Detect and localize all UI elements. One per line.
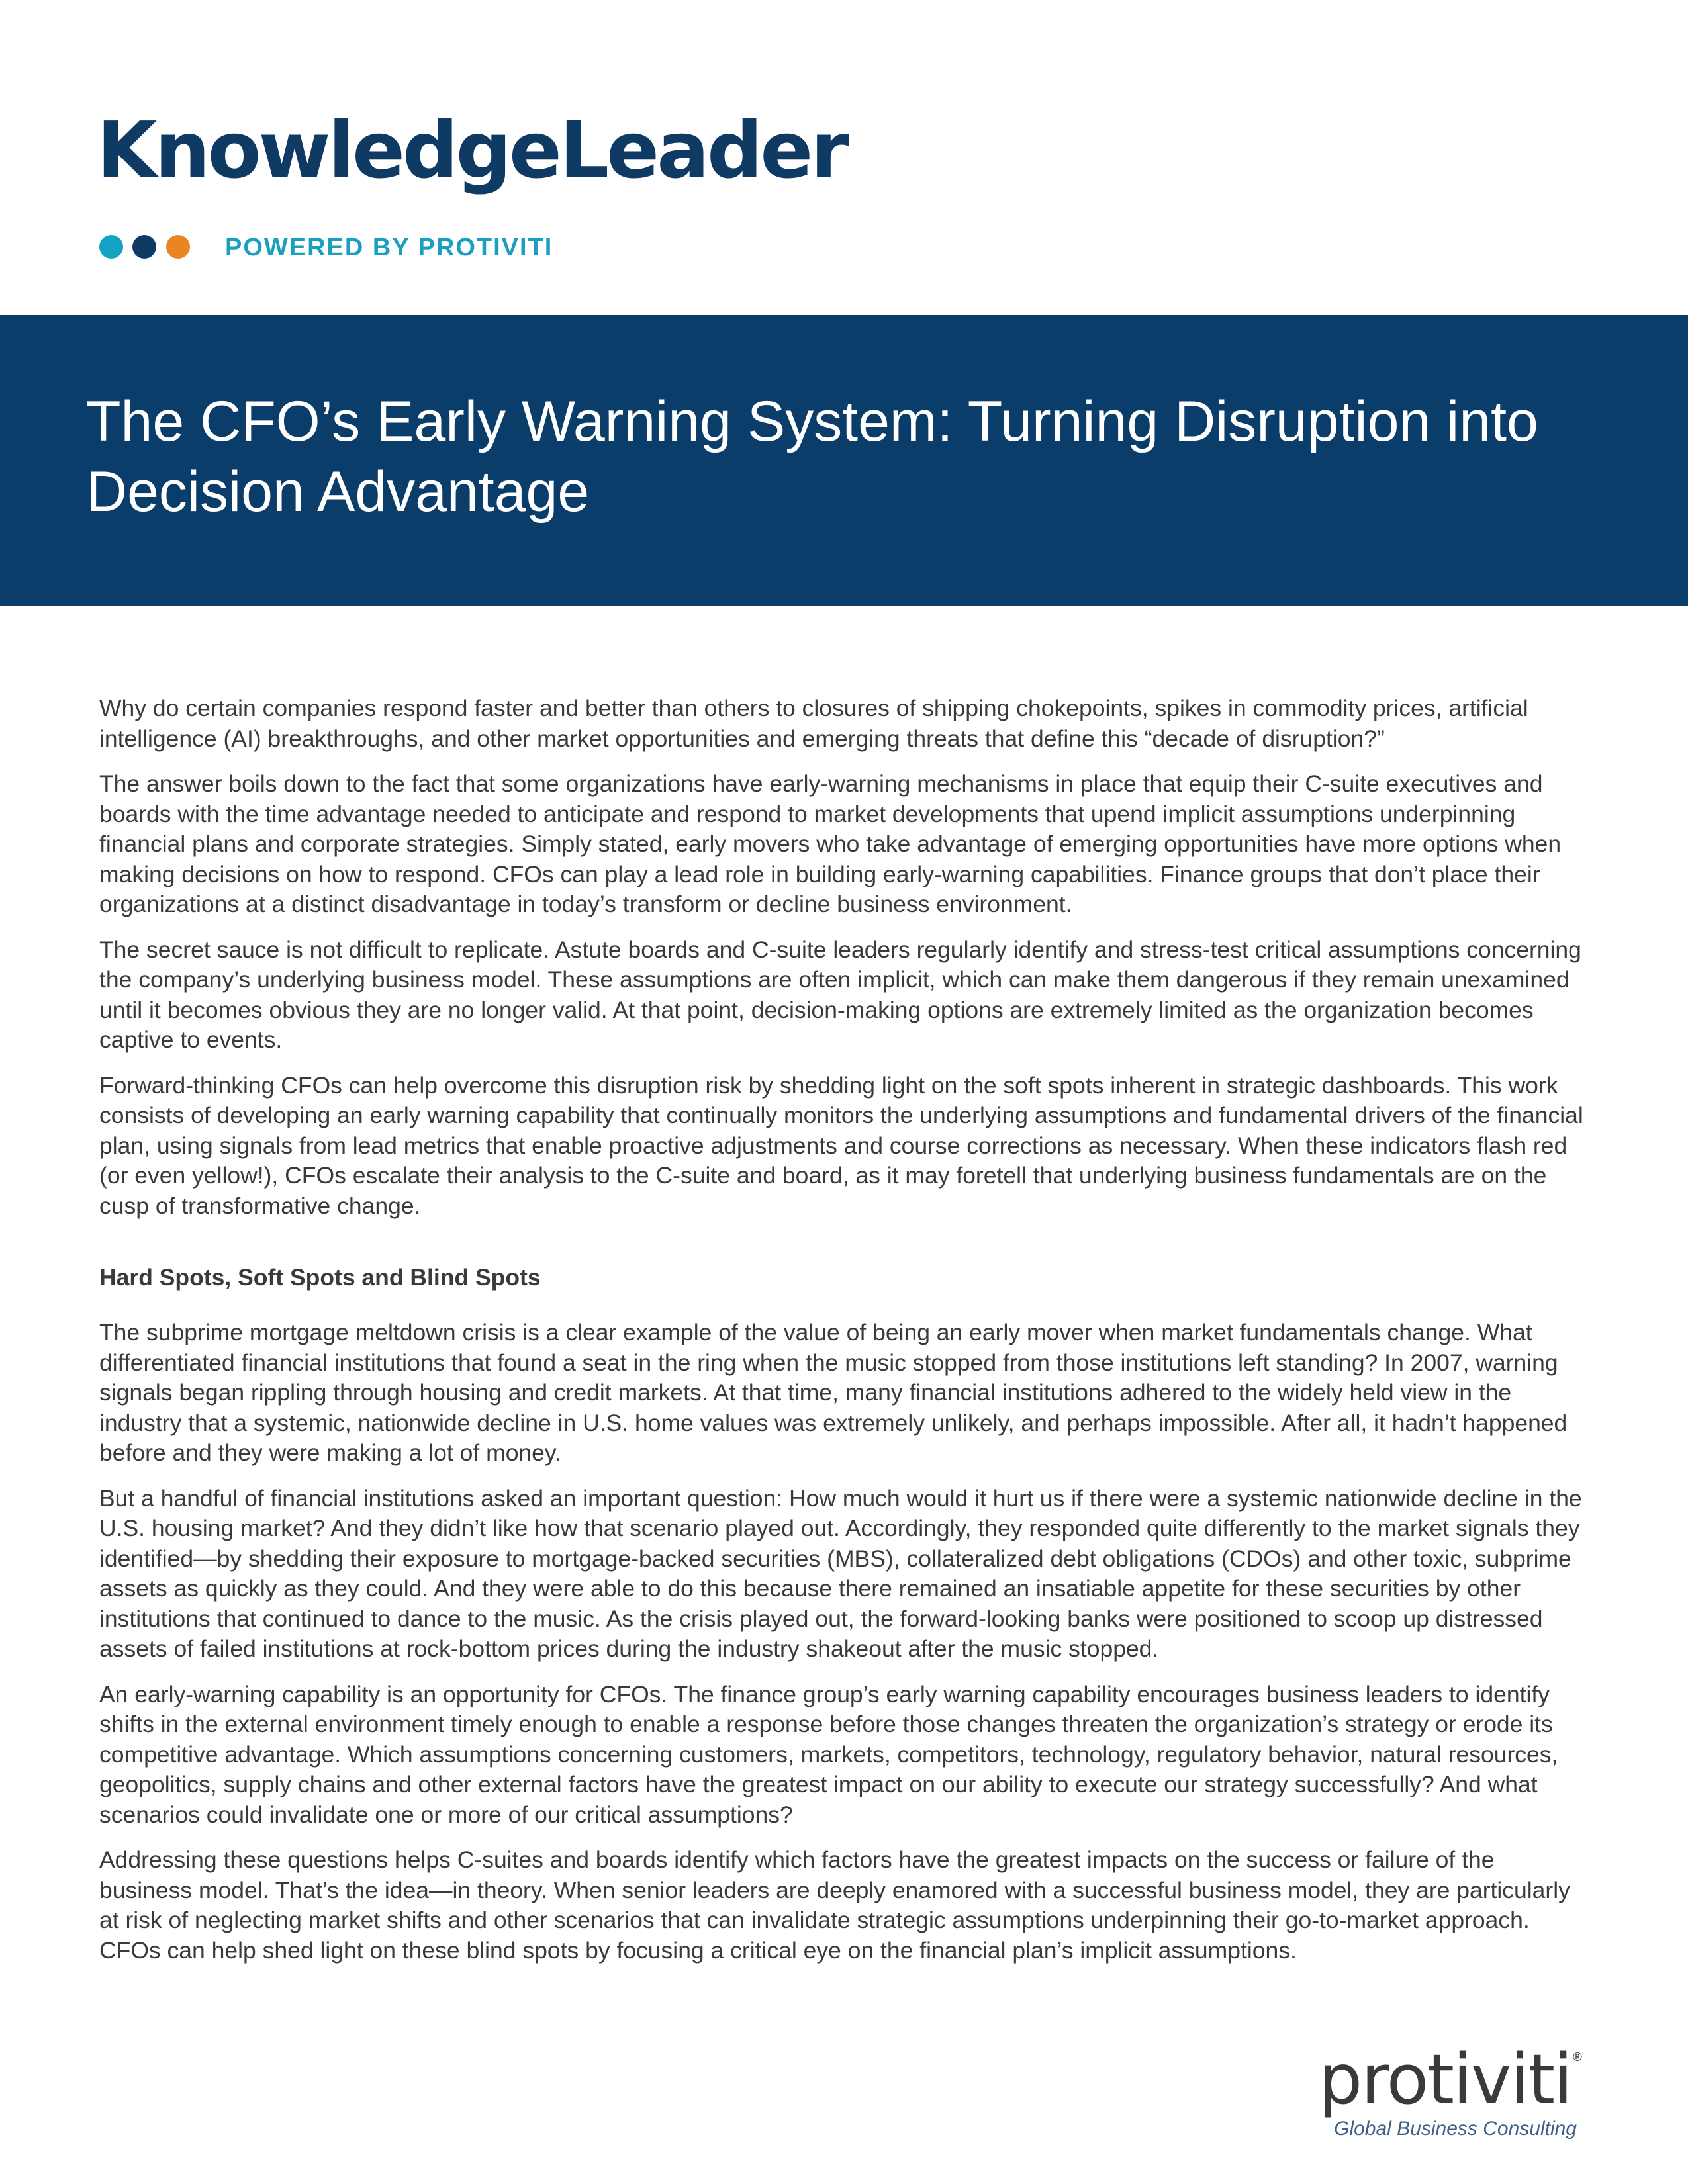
intro-paragraph: Why do certain companies respond faster and better than others to closures of shipping chokepoints, spikes in commodity prices, artificial intelligence (AI) breakthroughs, and other market opportunities and emerging threats that define this “decade of disruption?” [99, 695, 1528, 752]
brand-tagline: POWERED BY PROTIVITI [225, 234, 553, 261]
brand-wordmark: KnowledgeLeader [97, 105, 847, 196]
dot-teal [99, 235, 123, 259]
brand-dots [99, 235, 197, 260]
dot-orange [166, 235, 190, 259]
intro-paragraph: The secret sauce is not difficult to replicate. Astute boards and C-suite leaders regularly identify and stress-test critical assumptions concerning the company’s underlying business model. These assumptions are often implicit, which can make them dangerous if they remain unexamined until it becomes obvious they are no longer valid. At that point, decision-making options are extremely limited as the organization becomes captive to events. [99, 936, 1581, 1053]
article-body [99, 694, 1589, 1981]
logo-subtitle: Global Business Consulting [1334, 2118, 1577, 2140]
section-paragraph: The subprime mortgage meltdown crisis is a clear example of the value of being an early mover when market fundamentals change. What differentiated financial institutions that found a seat in the ring when the music stopped from those institutions left standing? In 2007, warning signals began rippling through housing and credit markets. At that time, many financial institutions adhered to the widely held view in the industry that a systemic, nationwide decline in U.S. home values was extremely unlikely, and perhaps impossible. After all, it hadn’t happened before and they were making a lot of money. [99, 1319, 1568, 1466]
section-paragraph: But a handful of financial institutions asked an important question: How much would it hurt us if there were a systemic nationwide decline in the U.S. housing market? And they didn’t like how that scenario played out. Accordingly, they responded quite differently to the market signals they identified—by shedding their exposure to mortgage-backed securities (MBS), collateralized debt obligations (CDOs) and other toxic, subprime assets as quickly as they could. And they were able to do this because there remained an insatiable appetite for these securities by other institutions that continued to dance to the music. As the crisis played out, the forward-looking banks were positioned to scoop up distressed assets of failed institutions at rock-bottom prices during the industry shakeout after the music stopped. [99, 1484, 1582, 1662]
document-title: The CFO’s Early Warning System: Turning Disruption into Decision Advantage [86, 390, 1538, 523]
logo-wordmark [1319, 2039, 1582, 2120]
section-paragraph: Addressing these questions helps C-suites and boards identify which factors have the greatest impacts on the success or failure of the business model. That’s the idea—in theory. When senior leaders are deeply enamored with a successful business model, they are particularly at risk of neglecting market shifts and other scenarios that can invalidate strategic assumptions underpinning their go-to-market approach. CFOs can help shed light on these blind spots by focusing a critical eye on the financial plan’s implicit assumptions. [99, 1846, 1570, 1964]
intro-paragraph: The answer boils down to the fact that some organizations have early-warning mechanisms in place that equip their C-suite executives and boards with the time advantage needed to anticipate and respond to market developments that upend implicit assumptions underpinning financial plans and corporate strategies. Simply stated, early movers who take advantage of emerging opportunities have more options when making decisions on how to respond. CFOs can play a lead role in building early-warning capabilities. Finance groups that don’t place their organizations at a distinct disadvantage in today’s transform or decline business environment. [99, 770, 1562, 917]
dot-navy [132, 235, 156, 259]
registered-mark: ® [1571, 2050, 1582, 2064]
protiviti-logo [1319, 2039, 1582, 2140]
section-heading: Hard Spots, Soft Spots and Blind Spots [99, 1264, 541, 1291]
logo-wordmark-text: protiviti [1319, 2039, 1571, 2120]
title-banner [0, 315, 1688, 606]
section-paragraph: An early-warning capability is an opportunity for CFOs. The finance group’s early warning capability encourages business leaders to identify shifts in the external environment timely enough to enable a response before those changes threaten the organization’s strategy or erode its competitive advantage. Which assumptions concerning customers, markets, competitors, technology, regulatory behavior, natural resources, geopolitics, supply chains and other external factors have the greatest impact on our ability to execute our strategy successfully? And what scenarios could invalidate one or more of our critical assumptions? [99, 1680, 1558, 1828]
intro-paragraph: Forward-thinking CFOs can help overcome this disruption risk by shedding light on the soft spots inherent in strategic dashboards. This work consists of developing an early warning capability that continually monitors the underlying assumptions and fundamental drivers of the financial plan, using signals from lead metrics that enable proactive adjustments and course corrections as necessary. When these indicators flash red (or even yellow!), CFOs escalate their analysis to the C-suite and board, as it may foretell that underlying business fundamentals are on the cusp of transformative change. [99, 1071, 1583, 1219]
